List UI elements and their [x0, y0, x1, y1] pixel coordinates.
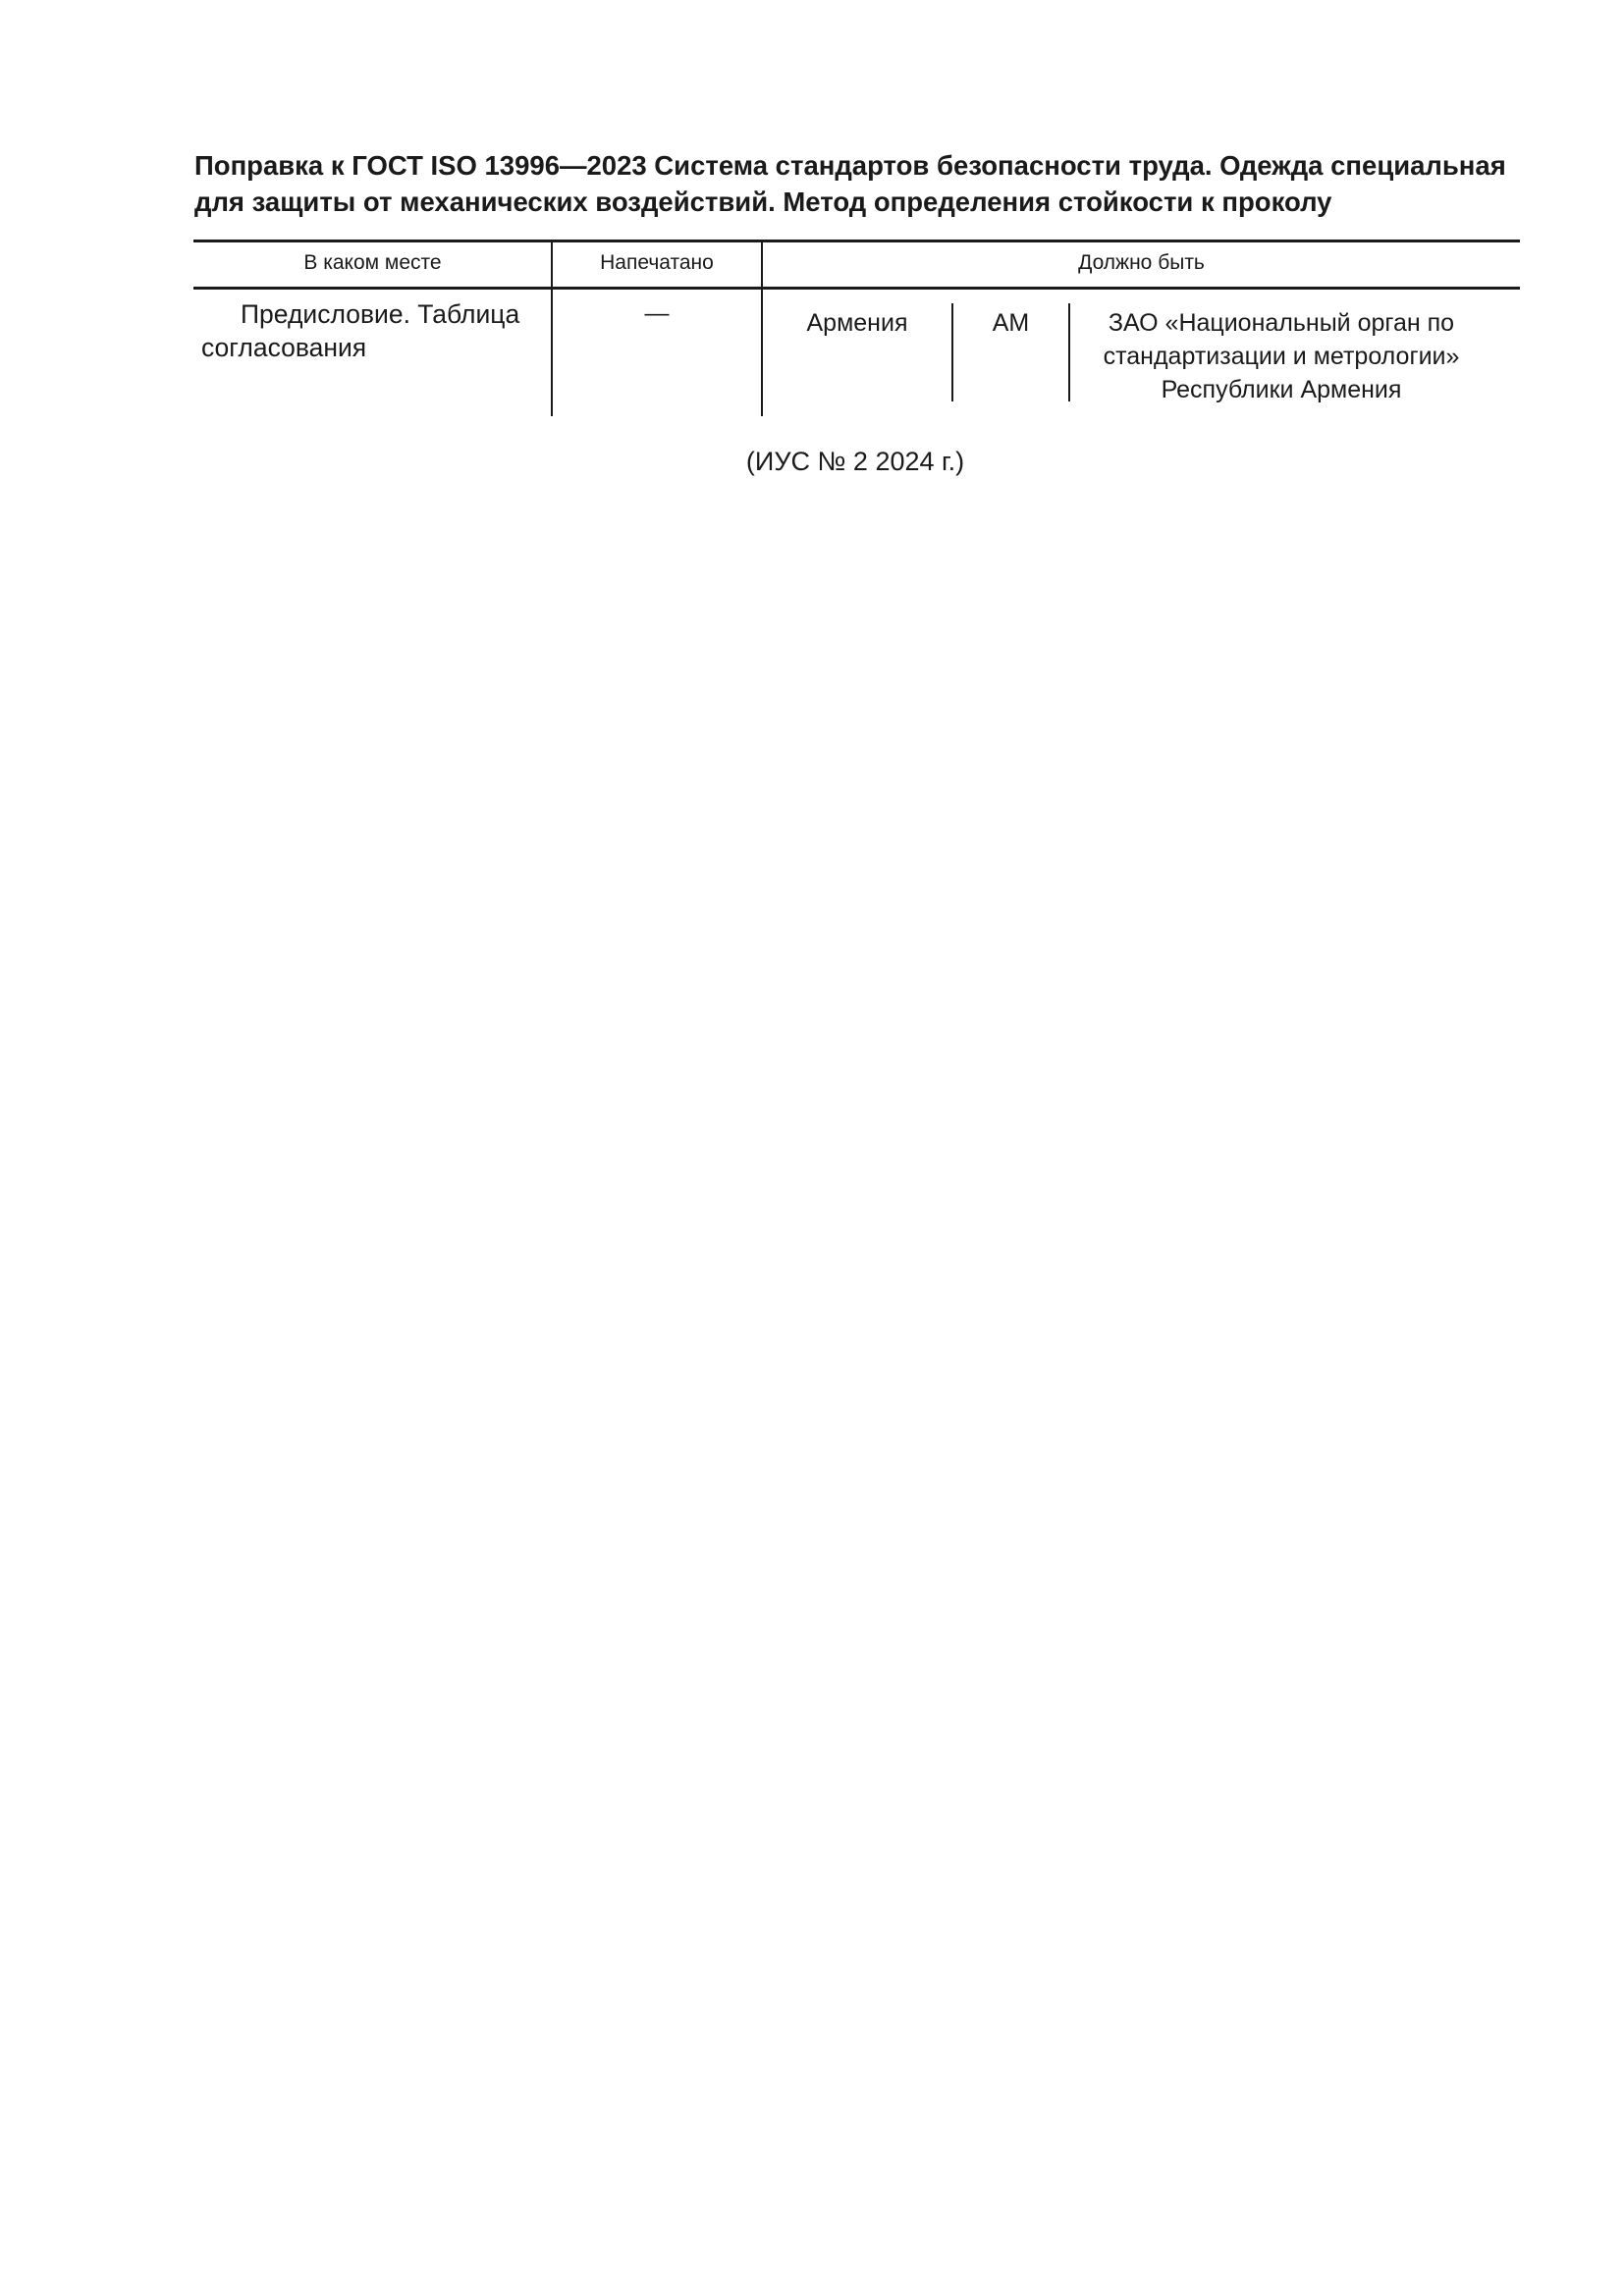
row-organ-line-1: ЗАО «Национальный орган по [1108, 309, 1455, 337]
header-printed: Напечатано [600, 251, 714, 274]
row-country: Армения [806, 309, 908, 337]
header-where: В каком месте [303, 251, 442, 274]
row-organ-line-3: Республики Армения [1161, 376, 1402, 403]
row-organ [1070, 306, 1492, 406]
row-where [201, 297, 541, 364]
row-where-line-2: согласования [201, 333, 367, 362]
title-line-1: Поправка к ГОСТ ISO 13996—2023 Система стандартов безопасности труда. Одежда специальная [194, 150, 1506, 181]
header-should-be: Должно быть [1078, 251, 1205, 274]
row-printed: — [644, 299, 670, 327]
document-title [194, 147, 1520, 220]
row-code: AM [992, 309, 1030, 337]
row-where-line-1: Предисловие. Таблица [241, 299, 520, 329]
title-line-2: для защиты от механических воздействий. Метод определения стойкости к проколу [194, 187, 1332, 217]
row-organ-line-2: стандартизации и метрологии» [1103, 343, 1460, 370]
ius-reference: (ИУС № 2 2024 г.) [745, 447, 965, 476]
table-top-border [193, 240, 1520, 242]
table-header-bottom-border [193, 287, 1520, 290]
